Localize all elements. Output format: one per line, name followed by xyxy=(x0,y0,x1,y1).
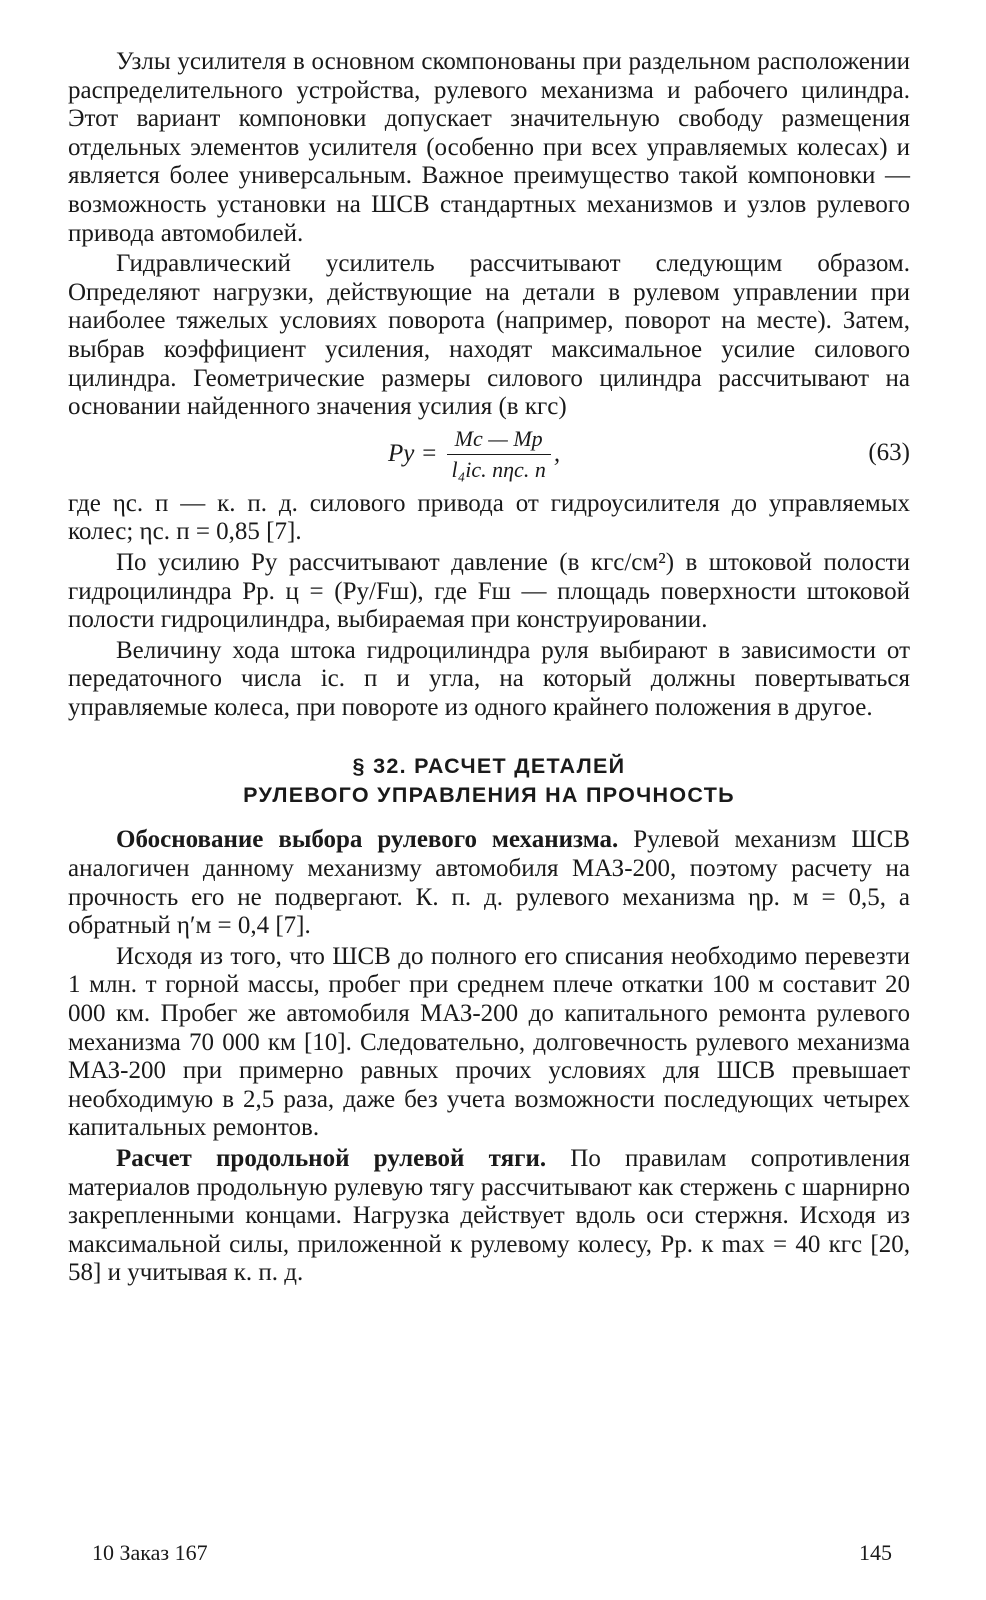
paragraph xyxy=(68,1145,910,1288)
paragraph-text: Исходя из того, что ШСВ до полного его списания необходимо перевезти 1 млн. т горной массы, пробег при среднем плече откатки 100 м составит 20 000 км. Пробег же автомобиля МАЗ-200 до капитального ремонта рулевого механизма 70 000 км [10]. Следовательно, долговечность рулевого механизма МАЗ-200 при примерно равных прочих условиях для ШСВ превышает необходимую в 2,5 раза, даже без учета возможности последующих четырех капитальных ремонтов. xyxy=(68,942,910,1142)
section-heading xyxy=(68,752,910,810)
paragraph-lead: Расчет продольной рулевой тяги. xyxy=(116,1145,547,1172)
paragraph-lead: Обоснование выбора рулевого механизма. xyxy=(116,826,619,854)
page-body xyxy=(68,48,910,1288)
paragraph: По усилию Pу рассчитывают давление (в кгс/см²) в штоковой полости гидроцилиндра Pр. ц = (Pу/Fш), где Fш — площадь поверхности штоковой полости гидроцилиндра, выбираемая при конструировании. xyxy=(68,548,910,634)
footer-signature: 10 Заказ 167 xyxy=(92,1540,208,1565)
paragraph xyxy=(68,943,910,1143)
formula-denominator: l₄iс. пηс. п xyxy=(451,457,546,483)
page-number: 145 xyxy=(859,1540,892,1565)
formula-trailing: , xyxy=(553,440,561,468)
paragraph: Гидравлический усилитель рассчитывают следующим образом. Определяют нагрузки, действующие на детали в рулевом управлении при наиболее тяжелых условиях поворота (например, поворот на месте). Затем, выбрав коэффициент усиления, находят максимальное усилие силового цилиндра. Геометрические размеры силового цилиндра рассчитывают на основании найденного значения усилия (в кгс) xyxy=(68,250,910,421)
formula-fraction xyxy=(444,426,554,483)
section-heading-line-1: § 32. РАСЧЕТ ДЕТАЛЕЙ xyxy=(352,754,626,779)
paragraph-text: По правилам сопротивления материалов продольную рулевую тягу рассчитывают как стержень с шарнирно закрепленными концами. Нагрузка действует вдоль оси стержня. Исходя из максимальной силы, приложенной к рулевому колесу, Pр. к max = 40 кгс [20, 58] и учитывая к. п. д. xyxy=(68,1145,911,1287)
paragraph: где ηс. п — к. п. д. силового привода от гидроусилителя до управляемых колес; ηс. п = 0,85 [7]. xyxy=(68,489,910,546)
page-footer xyxy=(92,1540,892,1570)
formula-63 xyxy=(68,424,910,486)
paragraph: Узлы усилителя в основном скомпонованы при раздельном расположении распределительного устройства, рулевого механизма и рабочего цилиндра. Этот вариант компоновки допускает значительную свободу размещения отдельных элементов усилителя (особенно при всех управляемых колесах) и является более универсальным. Важное преимущество такой компоновки — возможность установки на ШСВ стандартных механизмов и узлов рулевого привода автомобилей. xyxy=(68,48,910,247)
formula-lhs: Pу = xyxy=(388,440,438,468)
paragraph-text: Рулевой механизм ШСВ аналогичен данному механизму автомобиля МАЗ-200, поэтому расчету на прочность его не подвергают. К. п. д. рулевого механизма ηр. м = 0,5, а обратный η′м = 0,4 [7]. xyxy=(68,826,910,940)
section-heading-line-2: РУЛЕВОГО УПРАВЛЕНИЯ НА ПРОЧНОСТЬ xyxy=(243,783,735,808)
paragraph: Величину хода штока гидроцилиндра руля выбирают в зависимости от передаточного числа iс. п и угла, на который должны повертываться управляемые колеса, при повороте из одного крайнего положения в другое. xyxy=(68,636,910,721)
equation-number: (63) xyxy=(868,438,910,466)
formula-expression xyxy=(388,424,560,486)
formula-numerator: Mс — Mр xyxy=(447,426,551,455)
paragraph xyxy=(68,826,910,940)
